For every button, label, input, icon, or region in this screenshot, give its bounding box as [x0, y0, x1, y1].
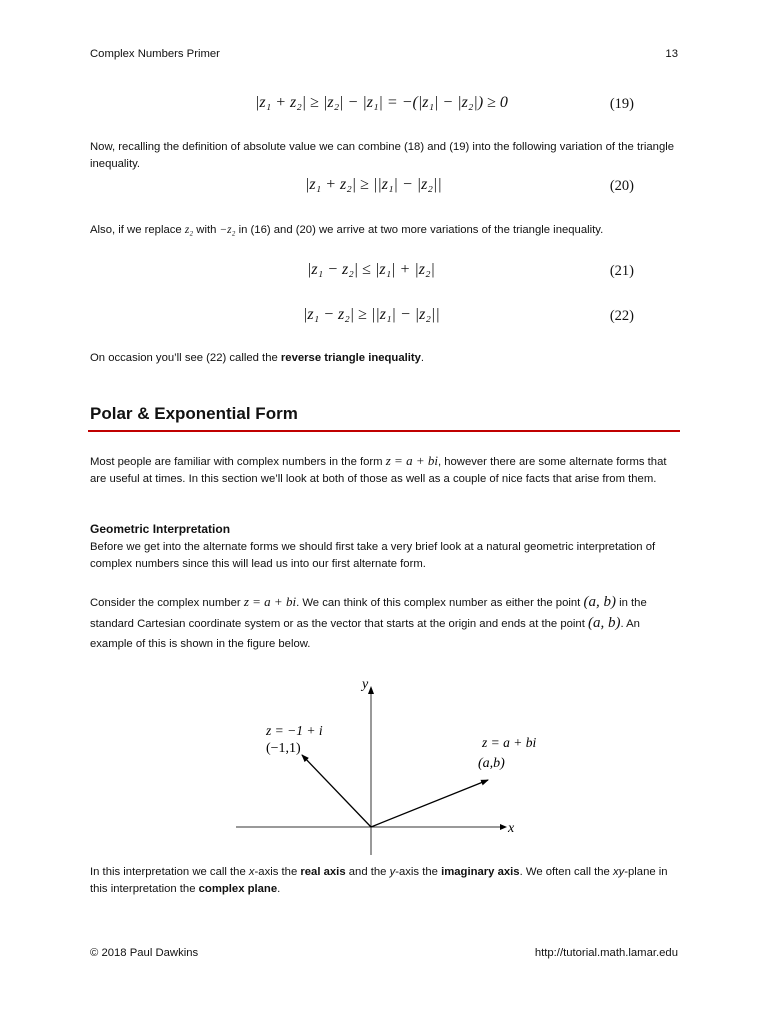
- vector-right: [371, 780, 488, 827]
- inline-math: −z₂: [219, 224, 236, 236]
- y-axis-arrow-icon: [368, 686, 374, 694]
- bold-term: complex plane: [198, 883, 278, 895]
- x-axis-label: x: [508, 821, 515, 836]
- text-run: -axis the: [395, 866, 442, 878]
- italic-term: y: [389, 866, 396, 878]
- left-vector-point: (−1,1): [266, 741, 301, 756]
- paragraph-reverse-triangle: [90, 350, 682, 367]
- text-run: in the standard Cartesian coordinate system or as the vector that starts at the origin and ends at the point: [90, 597, 647, 630]
- text-run: -plane in this interpretation the: [90, 866, 668, 895]
- italic-term: xy: [612, 866, 625, 878]
- complex-plane-figure: [230, 672, 537, 862]
- section-heading: Polar & Exponential Form: [90, 404, 298, 423]
- equation-21-number: (21): [609, 263, 634, 279]
- italic-term: x: [248, 866, 255, 878]
- inline-math: z = a + bi: [243, 594, 297, 609]
- text-run: and the: [345, 866, 390, 878]
- equation-22: |z₁ − z₂| ≥ ||z₁| − |z₂||: [303, 306, 440, 323]
- text-run: Most people are familiar with complex numbers in the form: [90, 456, 386, 468]
- inline-math: z₂: [184, 224, 194, 236]
- left-vector-equation: z = −1 + i: [266, 723, 323, 738]
- page-header-title: Complex Numbers Primer: [90, 48, 220, 60]
- right-vector-equation: z = a + bi: [482, 735, 537, 750]
- inline-math: (a, b): [587, 615, 621, 631]
- text-run: .: [277, 883, 281, 895]
- paragraph-consider: [90, 592, 680, 654]
- text-run: . We can think of this complex number as either the point: [296, 597, 584, 609]
- paragraph-intro-forms: [90, 452, 682, 488]
- text-run: , however there are some alternate forms that are useful at times. In this section we’ll look at both of those as well as a couple of nice facts that arise from them.: [90, 456, 667, 485]
- text-run: Also, if we replace: [90, 224, 185, 236]
- equation-20: |z₁ + z₂| ≥ ||z₁| − |z₂||: [305, 176, 442, 193]
- paragraph-replace-z2: [90, 222, 650, 239]
- equation-19: |z₁ + z₂| ≥ |z₂| − |z₁| = −(|z₁| − |z₂|) ≥ 0: [255, 94, 508, 111]
- section-divider: [88, 430, 680, 432]
- right-vector-point: (a,b): [478, 756, 505, 771]
- equation-22-number: (22): [609, 308, 634, 324]
- text-run: On occasion you’ll see (22) called the: [90, 352, 281, 364]
- text-run: with: [193, 224, 220, 236]
- text-run: -axis the: [254, 866, 301, 878]
- y-axis-label: y: [362, 677, 369, 692]
- text-run: . An example of this is shown in the figure below.: [90, 618, 640, 650]
- bold-term: reverse triangle inequality: [280, 352, 421, 364]
- paragraph-interpretation: [90, 864, 682, 898]
- paragraph-triangle-variation: Now, recalling the definition of absolute value we can combine (18) and (19) into the following variation of the triangle inequality.: [90, 141, 675, 170]
- text-run: . We often call the: [519, 866, 613, 878]
- subsection-heading: Geometric Interpretation: [90, 522, 231, 536]
- bold-term: real axis: [300, 866, 346, 878]
- equation-21: |z₁ − z₂| ≤ |z₁| + |z₂|: [307, 261, 435, 278]
- footer-url[interactable]: http://tutorial.math.lamar.edu: [534, 947, 678, 959]
- vector-left: [302, 755, 371, 827]
- footer-copyright: © 2018 Paul Dawkins: [90, 947, 199, 959]
- paragraph-geometric: Before we get into the alternate forms we should first take a very brief look at a natural geometric interpretation of complex numbers since this will lead us into our first alternate form.: [90, 541, 656, 570]
- text-run: Consider the complex number: [90, 597, 244, 609]
- x-axis-arrow-icon: [500, 824, 507, 830]
- inline-math: z = a + bi: [385, 453, 438, 468]
- text-run: in (16) and (20) we arrive at two more variations of the triangle inequality.: [235, 224, 604, 236]
- equation-20-number: (20): [609, 178, 634, 194]
- inline-math: (a, b): [583, 594, 616, 610]
- equation-19-number: (19): [609, 96, 634, 112]
- bold-term: imaginary axis: [441, 866, 520, 878]
- page-number: 13: [665, 48, 678, 60]
- text-run: .: [420, 352, 425, 364]
- text-run: In this interpretation we call the: [90, 866, 249, 878]
